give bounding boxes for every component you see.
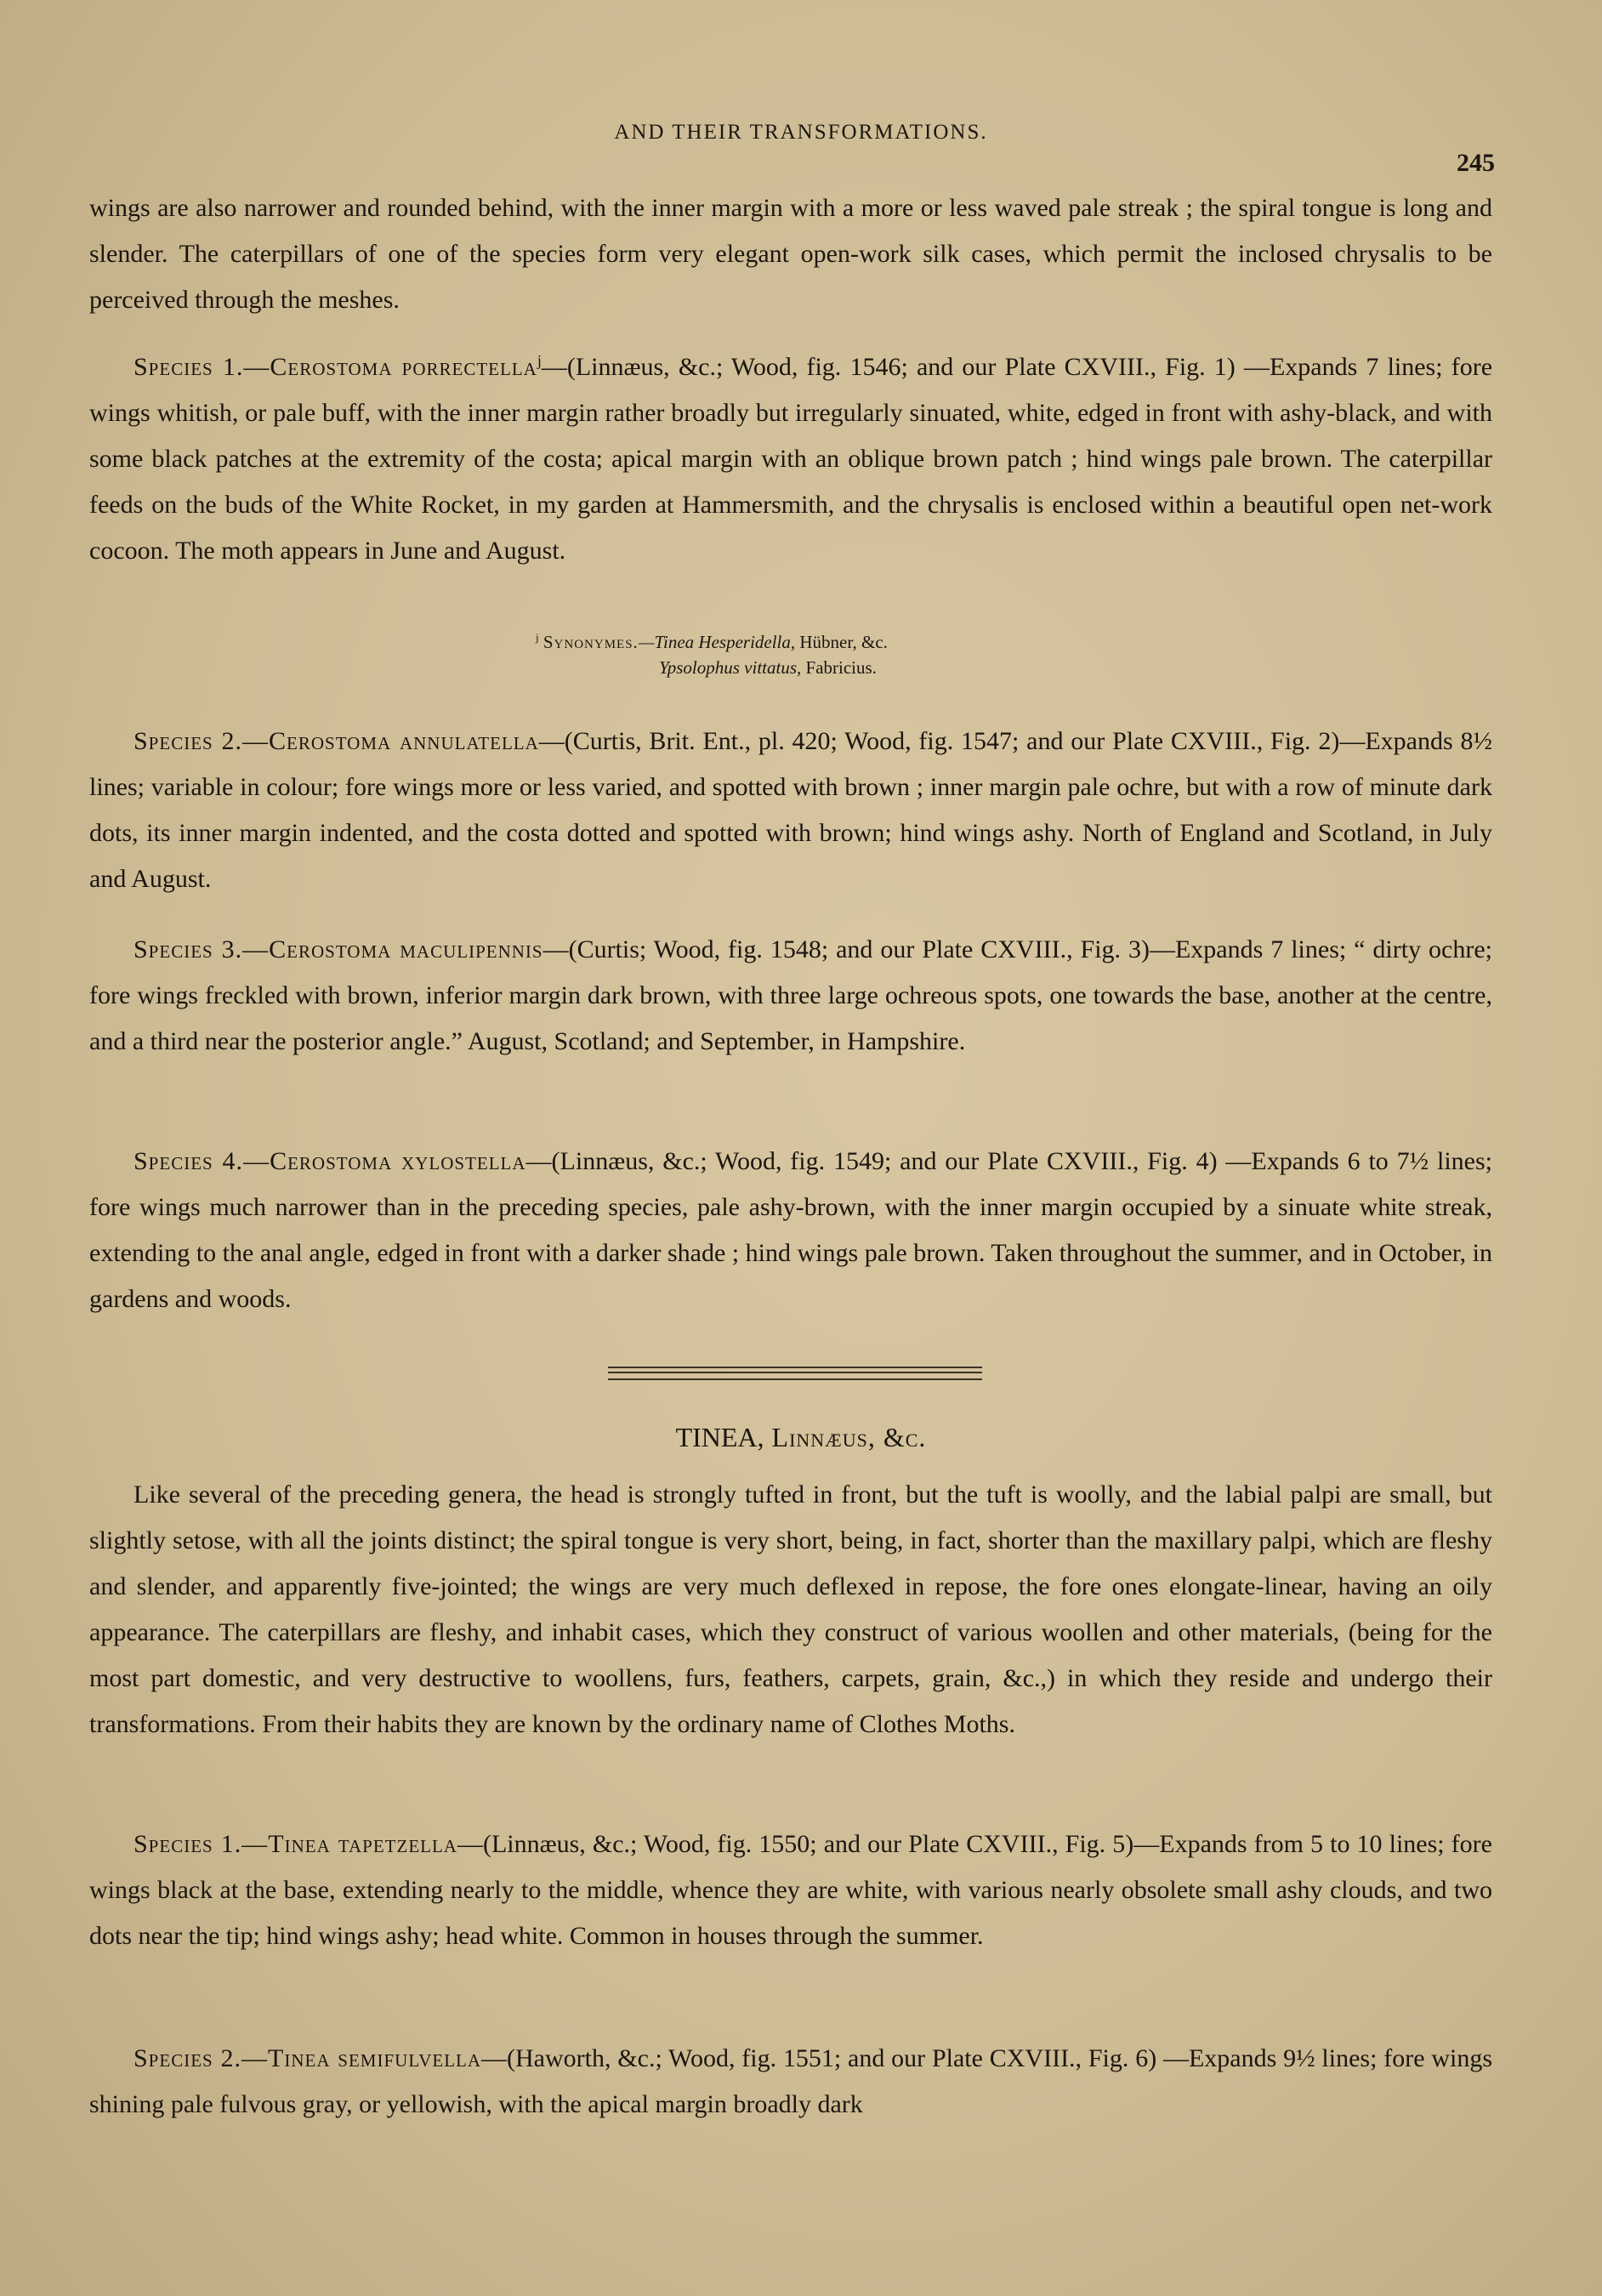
footnote-synonym-2: Ypsolophus vittatus, — [659, 657, 802, 678]
genus-name: TINEA, — [675, 1422, 764, 1452]
species-name: —Tinea semifulvella — [241, 2044, 482, 2072]
species-entry — [89, 1139, 1492, 1322]
page-number: 245 — [1457, 149, 1495, 177]
footnote-line-2 — [659, 652, 877, 683]
tinea-species-2 — [89, 2036, 1492, 2128]
running-head: AND THEIR TRANSFORMATIONS. — [614, 121, 988, 144]
intro-paragraph: wings are also narrower and rounded behind, with the inner margin with a more or less waved pale streak ; the spiral tongue is long and slender. The caterpillars of one of the species form very elegant open-work silk cases, which permit the inclosed chrysalis to be perceived through the meshes. — [89, 194, 1492, 314]
genus-heading — [0, 1422, 1602, 1453]
species-label: Species 1. — [134, 353, 244, 381]
species-label: Species 2. — [134, 2044, 242, 2072]
species-label: Species 2. — [134, 727, 243, 755]
species-entry — [89, 1821, 1492, 1959]
tinea-species-1 — [89, 1821, 1492, 1959]
footnote-authority-1: Hübner, &c. — [795, 632, 888, 652]
species-label: Species 4. — [134, 1147, 244, 1175]
footnote-synonym-1: —Tinea Hesperidella, — [638, 632, 796, 652]
species-entry — [89, 927, 1492, 1065]
cerostoma-species-4 — [89, 1139, 1492, 1322]
tinea-intro-paragraph: Like several of the preceding genera, the head is strongly tufted in front, but the tuft is woolly, and the labial palpi are small, but slightly setose, with all the joints distinct; the spiral tongue is very short, being, in fact, shorter than the maxillary palpi, which are fleshy and slender, and apparently five-jointed; the wings are very much deflexed in repose, the fore ones elongate-linear, having an oily appearance. The caterpillars are fleshy, and inhabit cases, which they construct of various woollen and other materials, (being for the most part domestic, and very destructive to woollens, furs, feathers, carpets, grain, &c.,) in which they reside and undergo their transformations. From their habits they are known by the ordinary name of Clothes Moths. — [89, 1480, 1492, 1738]
tinea-intro-block — [89, 1472, 1492, 1748]
species-description: —(Haworth, &c.; Wood, fig. 1551; and our Plate CXVIII., Fig. 6) —Expands 9½ lines; fore wings shining pale fulvous gray, or yellowish, with the apical margin broadly dark — [89, 2044, 1492, 2118]
species-description: —(Linnæus, &c.; Wood, fig. 1549; and our Plate CXVIII., Fig. 4) —Expands 6 to 7½ lines; fore wings much narrower than in the preceding species, pale ashy-brown, with the inner margin occupied by a sinuate white streak, extending to the anal angle, edged in front with a darker shade ; hind wings pale brown. Taken throughout the summer, and in October, in gardens and woods. — [89, 1147, 1493, 1313]
species-label: Species 3. — [134, 935, 243, 963]
species-name: —Cerostoma maculipennis — [242, 935, 543, 963]
species-description: —(Curtis; Wood, fig. 1548; and our Plate CXVIII., Fig. 3)—Expands 7 lines; “ dirty ochre; fore wings freckled with brown, inferior margin dark brown, with three large ochreous spots, one towards the base, another at the centre, and a third near the posterior angle.” August, Scotland; and September, in Hampshire. — [89, 935, 1492, 1055]
species-name: —Cerostoma porrectella — [243, 353, 537, 381]
species-name: —Cerostoma annulatella — [242, 727, 539, 755]
species-entry — [89, 338, 1492, 574]
footnote-label: Synonymes. — [543, 632, 639, 652]
species-name: —Tinea tapetzella — [241, 1830, 457, 1858]
footnote-mark: j — [537, 352, 542, 369]
species-entry — [89, 2036, 1492, 2128]
section-divider — [608, 1367, 982, 1380]
cerostoma-species-2 — [89, 719, 1492, 902]
footnote-mark: j — [536, 631, 539, 644]
species-label: Species 1. — [134, 1830, 242, 1858]
species-description: —(Curtis, Brit. Ent., pl. 420; Wood, fig. 1547; and our Plate CXVIII., Fig. 2)—Expands 8½ lines; variable in colour; fore wings more or less varied, and spotted with brown ; inner margin pale ochre, but with a row of minute dark dots, its inner margin indented, and the costa dotted and spotted with brown; hind wings ashy. North of England and Scotland, in July and August. — [89, 727, 1492, 893]
cerostoma-species-3 — [89, 927, 1492, 1065]
footnote-authority-2: Fabricius. — [801, 657, 877, 678]
cerostoma-species-1 — [89, 338, 1492, 574]
species-entry — [89, 719, 1492, 902]
species-description: —(Linnæus, &c.; Wood, fig. 1546; and our Plate CXVIII., Fig. 1) —Expands 7 lines; fore wings whitish, or pale buff, with the inner margin rather broadly but irregularly sinuated, white, edged in front with ashy-black, and with some black patches at the extremity of the costa; apical margin with an oblique brown patch ; hind wings pale brown. The caterpillar feeds on the buds of the White Rocket, in my garden at Hammersmith, and the chrysalis is enclosed within a beautiful open net-work cocoon. The moth appears in June and August. — [89, 353, 1493, 565]
species-name: —Cerostoma xylostella — [243, 1147, 526, 1175]
genus-authority: Linnæus, &c. — [764, 1422, 927, 1452]
intro-paragraph-block — [89, 185, 1492, 323]
species-description: —(Linnæus, &c.; Wood, fig. 1550; and our Plate CXVIII., Fig. 5)—Expands from 5 to 10 lines; fore wings black at the base, extending nearly to the middle, whence they are white, with various nearly obsolete small ashy clouds, and two dots near the tip; hind wings ashy; head white. Common in houses through the summer. — [89, 1830, 1492, 1950]
